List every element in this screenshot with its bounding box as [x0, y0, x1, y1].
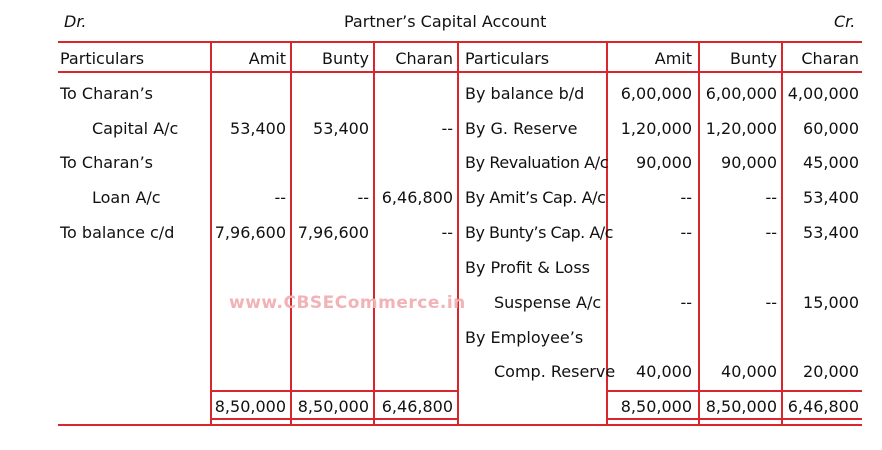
debit-row-charan: 6,46,800: [381, 188, 453, 207]
credit-row-particulars: Comp. Reserve: [494, 362, 616, 381]
credit-row-bunty: --: [765, 293, 777, 312]
debit-header-bunty: Bunty: [322, 49, 369, 68]
credit-row-amit: --: [680, 188, 692, 207]
debit-row-amit: 53,400: [230, 119, 286, 138]
credit-row-bunty: 40,000: [721, 362, 777, 381]
debit-header-charan: Charan: [395, 49, 453, 68]
credit-row-amit: 6,00,000: [620, 84, 692, 103]
credit-row-bunty: --: [765, 223, 777, 242]
credit-row-amit: 1,20,000: [620, 119, 692, 138]
credit-total-amit: 8,50,000: [620, 397, 692, 416]
credit-row-charan: 15,000: [803, 293, 859, 312]
credit-header-charan: Charan: [801, 49, 859, 68]
debit-row-bunty: 7,96,600: [297, 223, 369, 242]
table-bottom-rule: [58, 424, 862, 426]
debit-total-double-rule: [210, 418, 458, 420]
header-bottom-rule: [58, 71, 862, 73]
credit-row-particulars: By balance b/d: [465, 84, 585, 103]
debit-total-bunty: 8,50,000: [297, 397, 369, 416]
credit-row-charan: 20,000: [803, 362, 859, 381]
table-top-rule: [58, 41, 862, 43]
credit-total-top-rule: [608, 390, 862, 392]
credit-header-bunty: Bunty: [730, 49, 777, 68]
debit-row-charan: --: [441, 119, 453, 138]
debit-header-amit: Amit: [248, 49, 286, 68]
credit-row-bunty: --: [765, 188, 777, 207]
credit-header-particulars: Particulars: [465, 49, 550, 68]
credit-total-charan: 6,46,800: [787, 397, 859, 416]
debit-row-particulars: To Charan’s: [60, 153, 153, 172]
credit-row-charan: 53,400: [803, 188, 859, 207]
debit-row-particulars: To Charan’s: [60, 84, 153, 103]
credit-row-bunty: 90,000: [721, 153, 777, 172]
debit-row-particulars: To balance c/d: [60, 223, 175, 242]
col-divider-center: [457, 41, 459, 426]
credit-row-amit: --: [680, 223, 692, 242]
debit-row-amit: 7,96,600: [214, 223, 286, 242]
credit-row-particulars: By Revaluation A/c: [465, 153, 609, 172]
credit-row-amit: 40,000: [636, 362, 692, 381]
credit-row-particulars: By G. Reserve: [465, 119, 578, 138]
debit-total-charan: 6,46,800: [381, 397, 453, 416]
credit-row-bunty: 1,20,000: [705, 119, 777, 138]
credit-row-charan: 4,00,000: [787, 84, 859, 103]
credit-row-particulars: Suspense A/c: [494, 293, 602, 312]
debit-header-particulars: Particulars: [60, 49, 145, 68]
credit-row-charan: 45,000: [803, 153, 859, 172]
credit-row-particulars: By Profit & Loss: [465, 258, 591, 277]
watermark: www.CBSECommerce.in: [229, 293, 466, 313]
credit-row-particulars: By Bunty’s Cap. A/c: [465, 223, 613, 242]
credit-row-charan: 60,000: [803, 119, 859, 138]
debit-row-amit: --: [274, 188, 286, 207]
debit-total-top-rule: [210, 390, 458, 392]
debit-row-particulars: Capital A/c: [92, 119, 179, 138]
credit-row-charan: 53,400: [803, 223, 859, 242]
credit-row-amit: --: [680, 293, 692, 312]
credit-total-bunty: 8,50,000: [705, 397, 777, 416]
page-title: Partner’s Capital Account: [344, 12, 547, 31]
dr-label: Dr.: [64, 12, 87, 31]
debit-total-amit: 8,50,000: [214, 397, 286, 416]
debit-row-bunty: --: [357, 188, 369, 207]
credit-row-bunty: 6,00,000: [705, 84, 777, 103]
credit-row-particulars: By Amit’s Cap. A/c: [465, 188, 606, 207]
credit-row-amit: 90,000: [636, 153, 692, 172]
credit-row-particulars: By Employee’s: [465, 328, 584, 347]
debit-row-charan: --: [441, 223, 453, 242]
debit-row-particulars: Loan A/c: [92, 188, 161, 207]
cr-label: Cr.: [834, 12, 856, 31]
credit-header-amit: Amit: [654, 49, 692, 68]
credit-total-double-rule: [608, 418, 862, 420]
debit-row-bunty: 53,400: [313, 119, 369, 138]
